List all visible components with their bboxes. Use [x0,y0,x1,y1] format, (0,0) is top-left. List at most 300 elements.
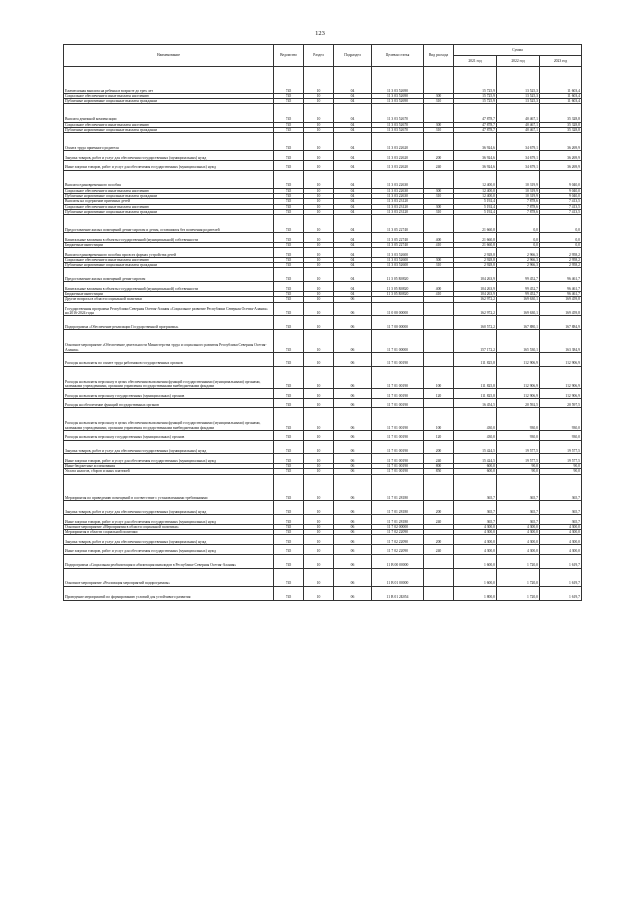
row-razdel: 10 [304,122,334,127]
row-year-3: 930,0 [540,430,582,440]
row-vr: 300 [424,122,454,127]
row-name: Расходы на выплаты персоналу в целях обеспечения выполнения функций государственными (муниципальными) органами, казенными учреждениями, органами управления государственными внебюджетными фондами [64,408,274,431]
row-ved: 745 [274,501,304,515]
row-name: Капитальные вложения в объекты государственной (муниципальной) собственности [64,233,274,243]
row-year-1: 15 725,9 [454,99,497,104]
row-podrazdel: 04 [334,243,372,248]
row-ved: 745 [274,263,304,268]
row-ved: 745 [274,151,304,161]
row-ved: 745 [274,302,304,316]
row-podrazdel: 04 [334,67,372,94]
row-name: Ежемесячная выплата на ребенка в возрасте до трех лет [64,67,274,94]
row-ved: 745 [274,530,304,535]
row-ved: 745 [274,352,304,366]
row-ved: 745 [274,535,304,545]
row-ved: 745 [274,188,304,193]
row-year-2: 99 452,7 [497,291,540,296]
col-podrazdel: Подраздел [334,45,372,67]
row-cs: 11 3 05 R0820 [372,291,424,296]
row-razdel: 10 [304,243,334,248]
row-vr [424,248,454,258]
row-name: Основное мероприятие «Реализация мероприятий подпрограммы» [64,568,274,586]
table-body [64,67,582,601]
row-year-1: 12 400,0 [454,188,497,193]
row-name: Закупка товаров, работ и услуг для обеспечения государственных (муниципальных) нужд [64,440,274,454]
table-row [64,366,582,389]
table-row [64,454,582,464]
table-row [64,330,582,353]
row-podrazdel: 06 [334,530,372,535]
row-name: Социальное обеспечение и иные выплаты населению [64,188,274,193]
row-year-1: 365,7 [454,501,497,515]
row-cs: 11 7 01 00190 [372,464,424,469]
row-cs: 11 3 03 52670 [372,122,424,127]
row-year-1: 1 600,0 [454,554,497,568]
row-ved: 745 [274,122,304,127]
row-vr: 400 [424,282,454,292]
row-year-3: 169 459,8 [540,297,582,302]
row-podrazdel: 04 [334,263,372,268]
row-year-3: 90,0 [540,464,582,469]
row-razdel: 10 [304,515,334,525]
row-podrazdel: 06 [334,474,372,501]
row-year-1: 162 972,2 [454,302,497,316]
row-vr [424,170,454,188]
row-podrazdel: 06 [334,330,372,353]
row-name: Социальное обеспечение и иные выплаты населению [64,204,274,209]
table-row [64,133,582,151]
row-razdel: 10 [304,454,334,464]
row-razdel: 10 [304,524,334,529]
row-year-1: 4 300,0 [454,524,497,529]
row-year-3: 96 461,7 [540,268,582,282]
table-header [64,45,582,67]
row-razdel: 10 [304,188,334,193]
row-name: Иные бюджетные ассигнования [64,464,274,469]
row-podrazdel: 06 [334,389,372,399]
row-name: Основное мероприятие «Обеспечение деятельности Министерства труда и социального развития Республики Северная Осетия-Алания» [64,330,274,353]
row-razdel: 10 [304,67,334,94]
row-cs: 11 3 03 52690 [372,93,424,98]
row-vr: 200 [424,501,454,515]
row-cs: 11 3 03 23120 [372,209,424,214]
row-name: Подпрограмма «Социальная реабилитация и абилитация инвалидов в Республике Северная Осетия-Алания» [64,554,274,568]
table-row [64,568,582,586]
table-row [64,501,582,515]
row-name: Расходы на выплаты персоналу государственных (муниципальных) органов [64,430,274,440]
row-year-3: 36 269,9 [540,151,582,161]
row-year-3: 96 461,7 [540,282,582,292]
row-year-2: 99 452,7 [497,282,540,292]
row-ved: 745 [274,99,304,104]
row-name: Иные закупки товаров, работ и услуг для обеспечения государственных (муниципальных) нужд [64,160,274,170]
row-podrazdel: 04 [334,133,372,151]
row-ved: 745 [274,297,304,302]
row-cs: 11 0 00 00000 [372,302,424,316]
row-name: Публичные нормативные социальные выплаты гражданам [64,209,274,214]
table-row [64,474,582,501]
row-year-2: 112 906,9 [497,389,540,399]
row-year-1: 5 192,4 [454,209,497,214]
row-ved: 745 [274,469,304,474]
row-podrazdel: 04 [334,194,372,199]
row-razdel: 10 [304,233,334,243]
row-year-3: 365,7 [540,515,582,525]
row-year-2: 20 592,5 [497,398,540,408]
row-year-1: 111 825,8 [454,389,497,399]
row-ved: 745 [274,282,304,292]
row-vr: 310 [424,209,454,214]
row-podrazdel: 04 [334,248,372,258]
row-podrazdel: 06 [334,515,372,525]
row-year-3: 4 300,0 [540,535,582,545]
row-cs: 11 3 05 22740 [372,243,424,248]
row-vr: 310 [424,127,454,132]
row-vr: 300 [424,93,454,98]
row-razdel: 10 [304,430,334,440]
row-year-2: 34 679,1 [497,133,540,151]
row-ved: 745 [274,194,304,199]
row-ved: 745 [274,316,304,330]
row-year-3: 11 603,4 [540,99,582,104]
row-year-3: 35 328,8 [540,104,582,122]
row-podrazdel: 06 [334,524,372,529]
row-podrazdel: 06 [334,316,372,330]
row-year-2: 34 679,1 [497,151,540,161]
row-year-2: 40 467,1 [497,122,540,127]
row-ved: 745 [274,430,304,440]
row-podrazdel: 04 [334,215,372,233]
table-row [64,268,582,282]
table-row [64,316,582,330]
row-cs: 11 7 01 28180 [372,474,424,501]
row-year-1: 12 400,0 [454,170,497,188]
table-row [64,389,582,399]
row-podrazdel: 06 [334,398,372,408]
row-razdel: 10 [304,568,334,586]
row-year-1: 15 424,5 [454,440,497,454]
row-razdel: 10 [304,535,334,545]
row-year-1: 2 928,8 [454,263,497,268]
row-podrazdel: 04 [334,151,372,161]
row-razdel: 10 [304,194,334,199]
col-name: Наименование [64,45,274,67]
row-name: Публичные нормативные социальные выплаты гражданам [64,263,274,268]
row-razdel: 10 [304,302,334,316]
row-razdel: 10 [304,586,334,600]
row-cs: 11 7 01 28180 [372,501,424,515]
row-cs: 11 7 01 00190 [372,440,424,454]
row-razdel: 10 [304,291,334,296]
row-podrazdel: 06 [334,554,372,568]
table-row [64,151,582,161]
row-year-1: 5 192,4 [454,204,497,209]
row-name: Расходы на выплаты персоналу государственных (муниципальных) органов [64,389,274,399]
row-razdel: 10 [304,474,334,501]
row-ved: 745 [274,93,304,98]
row-vr: 120 [424,430,454,440]
row-year-3: 0,0 [540,215,582,233]
col-year-2: 2022 год [497,56,540,67]
row-vr: 310 [424,99,454,104]
row-year-1: 1 800,0 [454,586,497,600]
row-year-3: 112 906,9 [540,366,582,389]
row-name: Расходы на обеспечение функций государственных органов [64,398,274,408]
row-vr [424,586,454,600]
row-ved: 745 [274,204,304,209]
row-year-3: 365,7 [540,501,582,515]
row-razdel: 10 [304,366,334,389]
row-ved: 745 [274,524,304,529]
row-razdel: 10 [304,209,334,214]
row-name: Выплаты на содержение приемных детей [64,199,274,204]
row-year-3: 1 619,7 [540,568,582,586]
row-cs: 11 7 01 00190 [372,454,424,464]
row-year-3: 365,7 [540,474,582,501]
row-razdel: 10 [304,160,334,170]
row-ved: 745 [274,366,304,389]
row-year-3: 930,0 [540,408,582,431]
row-ved: 745 [274,215,304,233]
row-name: Выплата денежной компенсации [64,104,274,122]
row-year-2: 365,7 [497,515,540,525]
row-year-3: 11 603,4 [540,67,582,94]
row-razdel: 10 [304,199,334,204]
row-razdel: 10 [304,469,334,474]
row-podrazdel: 06 [334,545,372,555]
row-cs: 11 7 01 00190 [372,352,424,366]
row-ved: 745 [274,170,304,188]
row-podrazdel: 06 [334,464,372,469]
row-year-1: 5 192,4 [454,199,497,204]
row-year-1: 600,0 [454,469,497,474]
table-row [64,440,582,454]
row-vr: 120 [424,389,454,399]
row-vr [424,554,454,568]
row-year-1: 600,0 [454,464,497,469]
table-row [64,535,582,545]
row-year-3: 35 328,8 [540,122,582,127]
row-cs: 11 7 02 22090 [372,530,424,535]
table-row [64,233,582,243]
row-cs: 11 3 05 R0820 [372,268,424,282]
row-razdel: 10 [304,530,334,535]
row-cs: 11 7 01 00190 [372,469,424,474]
row-podrazdel: 04 [334,93,372,98]
row-name: Публичные нормативные социальные выплаты гражданам [64,194,274,199]
row-year-3: 20 597,5 [540,398,582,408]
table-row [64,170,582,188]
row-year-3: 112 906,9 [540,389,582,399]
row-year-1: 47 878,7 [454,122,497,127]
table-row [64,352,582,366]
row-year-1: 16 454,5 [454,398,497,408]
row-cs: 11 3 05 22740 [372,233,424,243]
row-year-1: 160 572,2 [454,316,497,330]
row-razdel: 10 [304,408,334,431]
row-cs: 11 7 01 00190 [372,430,424,440]
row-year-2: 2 966,3 [497,248,540,258]
row-vr [424,268,454,282]
row-year-1: 157 172,2 [454,330,497,353]
row-razdel: 10 [304,501,334,515]
row-razdel: 10 [304,170,334,188]
row-cs: 11 3 03 22620 [372,160,424,170]
row-vr: 200 [424,151,454,161]
row-podrazdel: 04 [334,104,372,122]
col-cs: Целевая статья [372,45,424,67]
row-year-2: 7 878,6 [497,204,540,209]
row-year-1: 12 400,0 [454,194,497,199]
row-podrazdel: 04 [334,188,372,193]
table-row [64,408,582,431]
row-year-1: 4 300,0 [454,530,497,535]
row-year-3: 9 040,0 [540,194,582,199]
row-razdel: 10 [304,352,334,366]
row-year-1: 2 928,8 [454,248,497,258]
col-year-1: 2021 год [454,56,497,67]
row-name: Закупка товаров, работ и услуг для обеспечения государственных (муниципальных) нужд [64,151,274,161]
row-name: Иные закупки товаров, работ и услуг для обеспечения государственных (муниципальных) нужд [64,545,274,555]
row-year-3: 36 269,9 [540,133,582,151]
row-podrazdel: 06 [334,366,372,389]
row-year-2: 40 467,1 [497,104,540,122]
row-year-1: 47 878,7 [454,127,497,132]
col-ved: Ведомство [274,45,304,67]
table-row [64,67,582,94]
row-podrazdel: 04 [334,257,372,262]
row-razdel: 10 [304,127,334,132]
row-vr: 400 [424,233,454,243]
table-row [64,215,582,233]
row-razdel: 10 [304,99,334,104]
page-number: 123 [315,30,325,37]
row-year-1: 15 725,9 [454,93,497,98]
row-year-3: 96 461,7 [540,291,582,296]
col-razdel: Раздел [304,45,334,67]
row-vr [424,330,454,353]
row-vr [424,474,454,501]
row-podrazdel: 06 [334,440,372,454]
row-year-3: 2 958,2 [540,248,582,258]
row-year-2: 10 319,9 [497,170,540,188]
row-razdel: 10 [304,554,334,568]
row-year-1: 4 300,0 [454,545,497,555]
row-podrazdel: 04 [334,199,372,204]
row-vr [424,215,454,233]
row-podrazdel: 04 [334,268,372,282]
row-vr: 300 [424,257,454,262]
row-cs: 11 7 01 28180 [372,515,424,525]
row-cs: 11 3 03 52670 [372,127,424,132]
row-name: Предоставление жилых помещений детям-сиротам и детям, оставшимся без попечения родителей [64,215,274,233]
row-year-2: 19 577,5 [497,440,540,454]
row-ved: 745 [274,545,304,555]
row-vr [424,316,454,330]
row-vr [424,352,454,366]
row-year-3: 19 577,5 [540,454,582,464]
row-year-2: 13 525,3 [497,93,540,98]
row-name: Бюджетные инвестиции [64,291,274,296]
row-year-3: 167 884,9 [540,316,582,330]
row-year-2: 4 300,0 [497,524,540,529]
row-ved: 745 [274,330,304,353]
row-cs: 11 7 00 00000 [372,316,424,330]
row-name: Социальное обеспечение и иные выплаты населению [64,93,274,98]
row-ved: 745 [274,474,304,501]
row-ved: 745 [274,127,304,132]
row-cs: 11 3 05 R0820 [372,282,424,292]
table-row [64,248,582,258]
row-year-2: 1 720,0 [497,568,540,586]
row-ved: 745 [274,160,304,170]
row-name: Социальное обеспечение и иные выплаты населению [64,257,274,262]
row-podrazdel: 06 [334,352,372,366]
row-name: Закупка товаров, работ и услуг для обеспечения государственных (муниципальных) нужд [64,535,274,545]
row-cs: 11 В 01 00000 [372,568,424,586]
row-year-1: 430,0 [454,408,497,431]
row-year-2: 4 300,0 [497,545,540,555]
row-year-3: 7 413,5 [540,209,582,214]
table-row [64,586,582,600]
row-vr [424,133,454,151]
row-razdel: 10 [304,316,334,330]
row-year-2: 930,0 [497,430,540,440]
table-row [64,430,582,440]
row-razdel: 10 [304,257,334,262]
row-razdel: 10 [304,389,334,399]
row-vr: 800 [424,464,454,469]
row-year-2: 90,0 [497,469,540,474]
row-podrazdel: 04 [334,204,372,209]
row-year-3: 19 577,5 [540,440,582,454]
row-razdel: 10 [304,215,334,233]
row-cs: 11 3 05 22740 [372,215,424,233]
row-vr: 240 [424,545,454,555]
col-vr: Вид расхода [424,45,454,67]
row-ved: 745 [274,133,304,151]
row-name: Публичные нормативные социальные выплаты гражданам [64,127,274,132]
row-vr: 240 [424,454,454,464]
row-cs: 11 3 03 22620 [372,151,424,161]
row-cs: 11 7 02 22090 [372,545,424,555]
table-row [64,545,582,555]
table-row [64,554,582,568]
table-row [64,160,582,170]
row-year-3: 36 269,9 [540,160,582,170]
row-name: Уплата налогов, сборов и иных платежей [64,469,274,474]
row-razdel: 10 [304,93,334,98]
row-name: Иные закупки товаров, работ и услуг для обеспечения государственных (муниципальных) нужд [64,515,274,525]
row-name: Основное мероприятие «Мероприятия в области социальной политики» [64,524,274,529]
row-podrazdel: 04 [334,127,372,132]
table-row [64,398,582,408]
row-year-2: 99 452,7 [497,268,540,282]
row-razdel: 10 [304,282,334,292]
budget-table [63,44,582,601]
row-name: Предоставление жилых помещений детям-сиротам [64,268,274,282]
table-row [64,282,582,292]
table-row [64,302,582,316]
table-row [64,104,582,122]
row-name: Подпрограмма «Обеспечение реализации Государственной программы» [64,316,274,330]
row-year-2: 169 630,1 [497,302,540,316]
row-vr [424,104,454,122]
row-ved: 745 [274,233,304,243]
row-cs: 11 7 01 00190 [372,408,424,431]
row-year-2: 4 300,0 [497,535,540,545]
row-name: Государственная программа Республики Северная Осетия-Алания «Социальное развитие Республики Северная Осетия-Алания» на 2016-2024 годы [64,302,274,316]
